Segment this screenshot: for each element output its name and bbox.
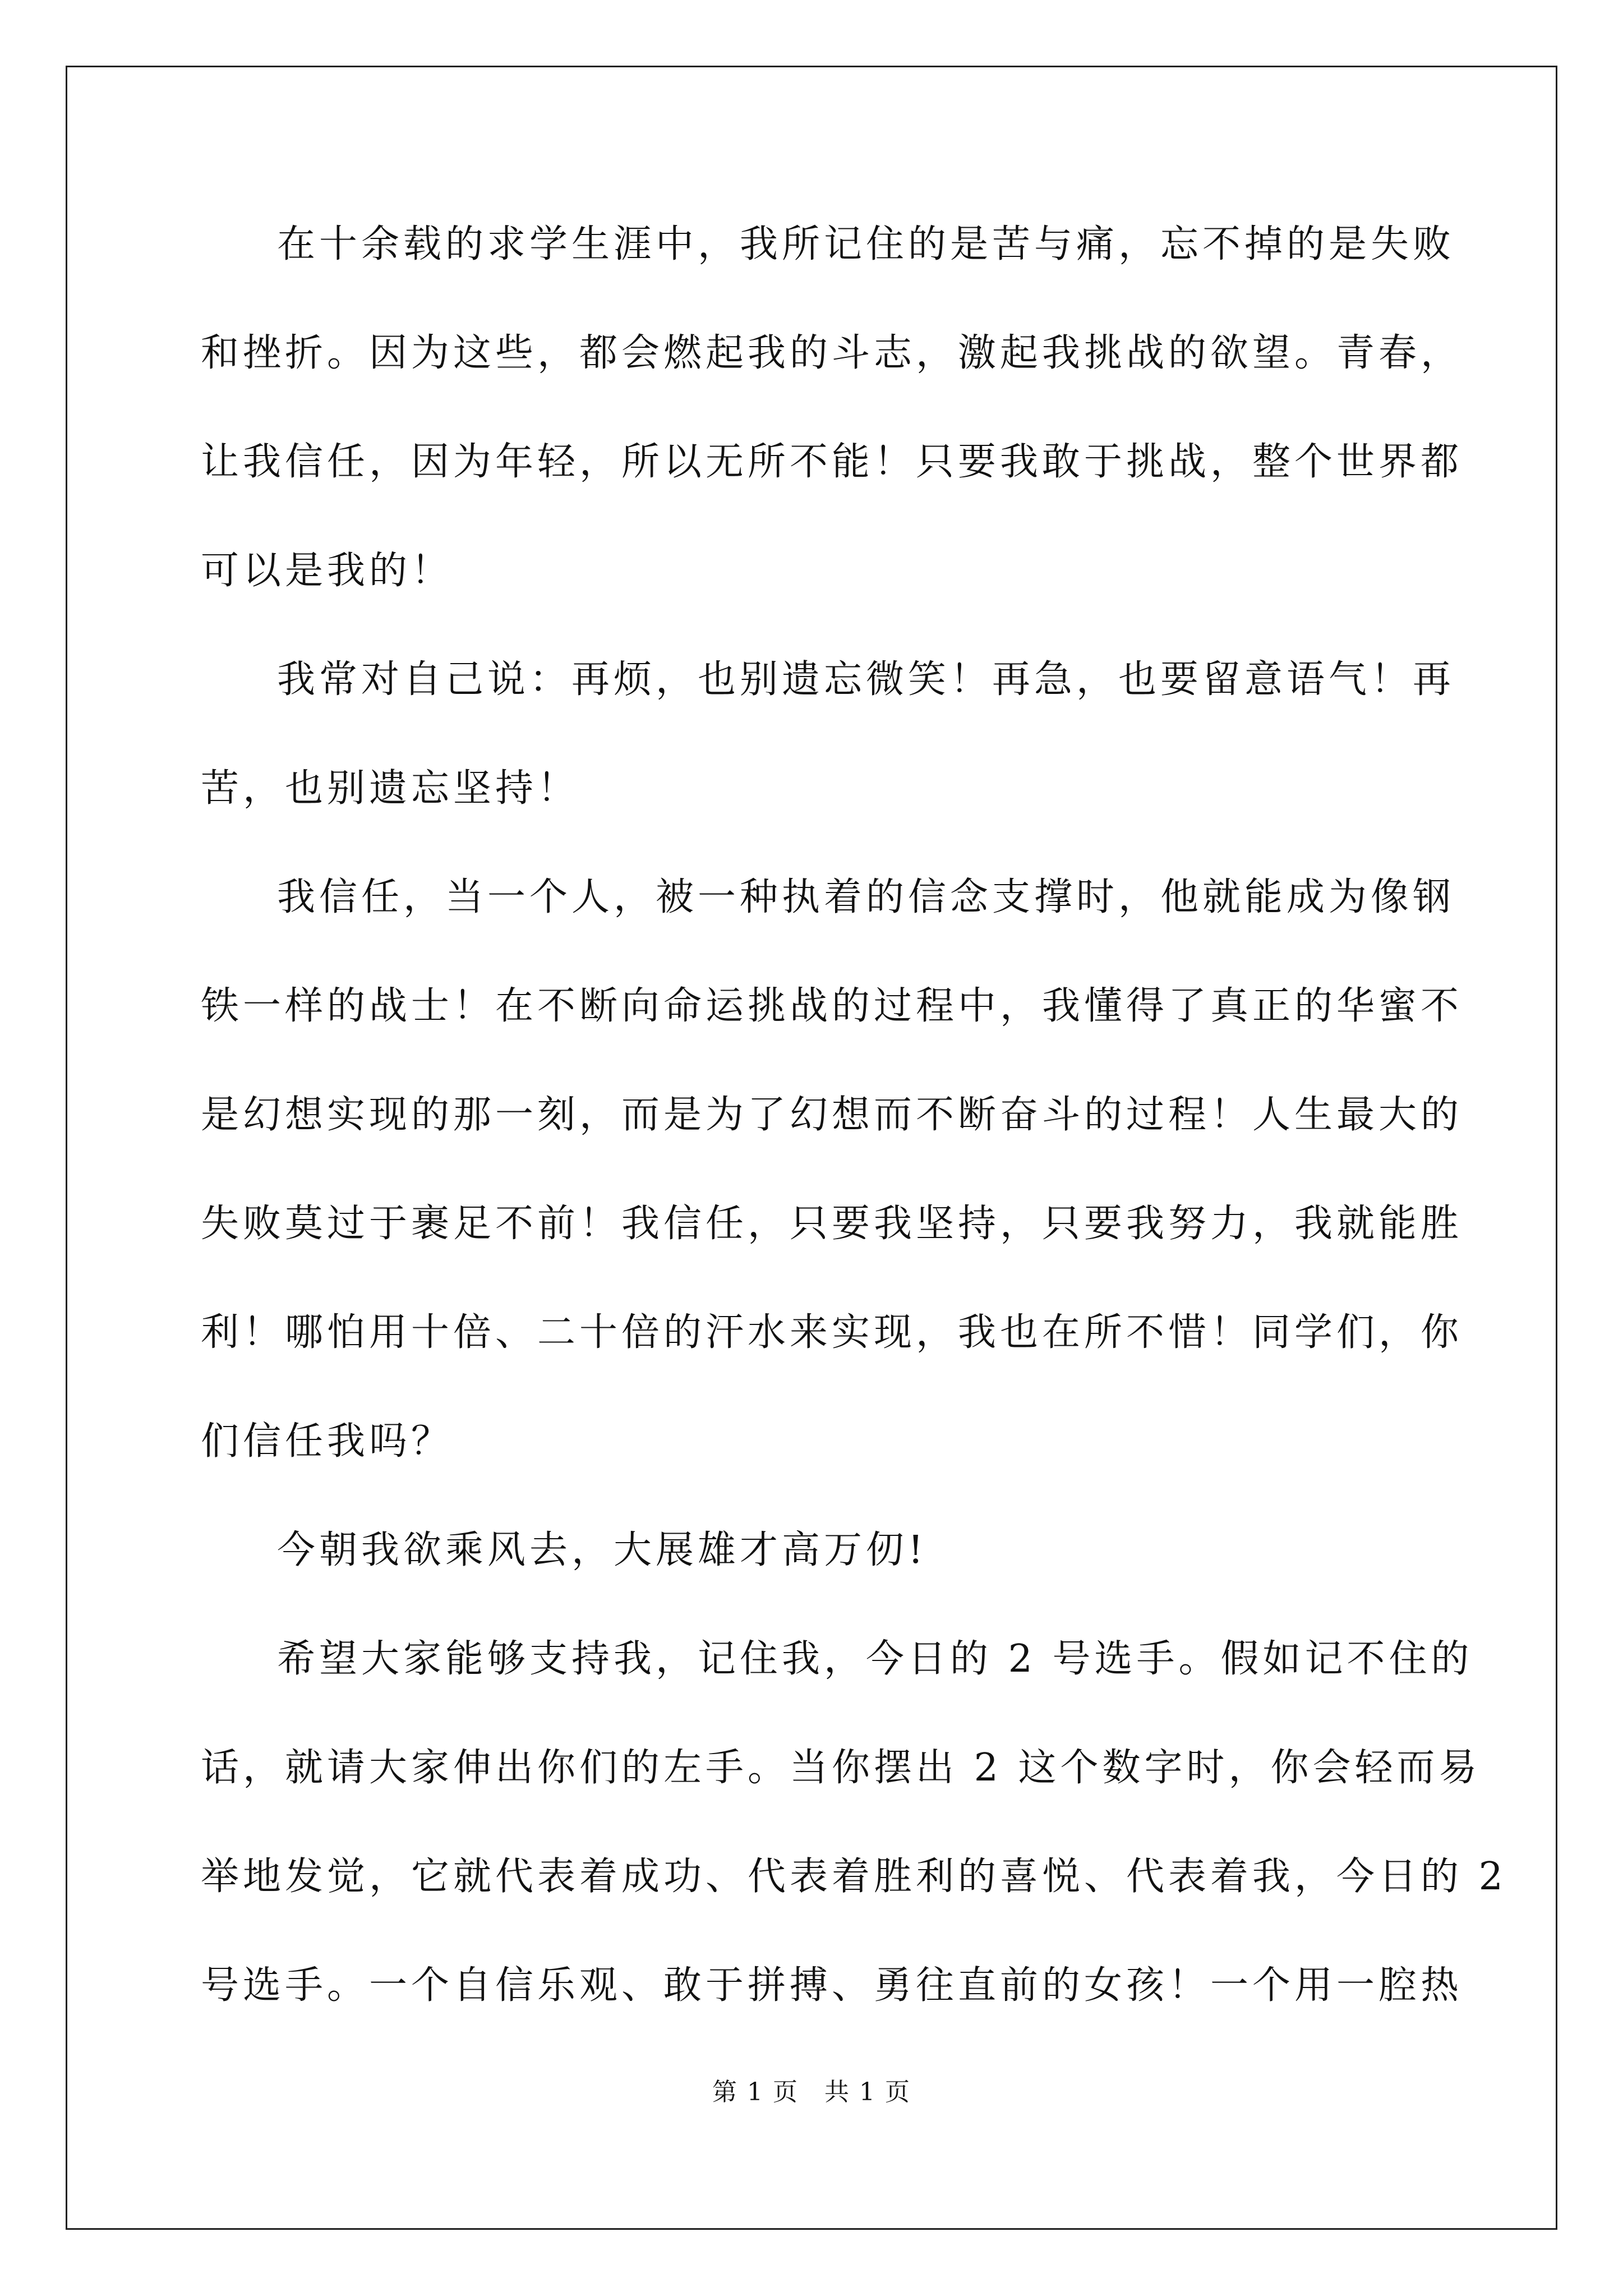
text-line: 们信任我吗？	[201, 1419, 454, 1464]
page-number: 第 1 页 共 1 页	[712, 2078, 911, 2106]
text-line: 希望大家能够支持我，记住我，今日的 2 号选手。假如记不住的	[277, 1637, 1473, 1681]
text-line: 让我信任，因为年轻，所以无所不能！只要我敢于挑战，整个世界都	[201, 440, 1463, 484]
text-line: 在十余载的求学生涯中，我所记住的是苦与痛，忘不掉的是失败	[277, 222, 1455, 266]
text-line: 铁一样的战士！在不断向命运挑战的过程中，我懂得了真正的华蜜不	[201, 984, 1463, 1028]
text-line: 话，就请大家伸出你们的左手。当你摆出 2 这个数字时，你会轻而易	[201, 1746, 1481, 1790]
text-line: 举地发觉，它就代表着成功、代表着胜利的喜悦、代表着我，今日的 2	[201, 1855, 1507, 1899]
text-line: 是幻想实现的那一刻，而是为了幻想而不断奋斗的过程！人生最大的	[201, 1093, 1463, 1137]
text-line: 今朝我欲乘风去，大展雄才高万仞!	[277, 1528, 928, 1572]
text-line: 失败莫过于裹足不前！我信任，只要我坚持，只要我努力，我就能胜	[201, 1202, 1463, 1246]
text-line: 号选手。一个自信乐观、敢于拼搏、勇往直前的女孩！一个用一腔热	[201, 1963, 1463, 2008]
text-line: 苦，也别遗忘坚持！	[201, 766, 580, 811]
text-line: 可以是我的！	[201, 549, 454, 593]
text-line: 利！哪怕用十倍、二十倍的汗水来实现，我也在所不惜！同学们，你	[201, 1310, 1463, 1355]
document-body	[201, 213, 1507, 2063]
text-line: 我信任，当一个人，被一种执着的信念支撑时，他就能成为像钢	[277, 875, 1455, 919]
text-line: 我常对自己说：再烦，也别遗忘微笑！再急，也要留意语气！再	[277, 657, 1455, 702]
text-line: 和挫折。因为这些，都会燃起我的斗志，激起我挑战的欲望。青春，	[201, 331, 1463, 375]
